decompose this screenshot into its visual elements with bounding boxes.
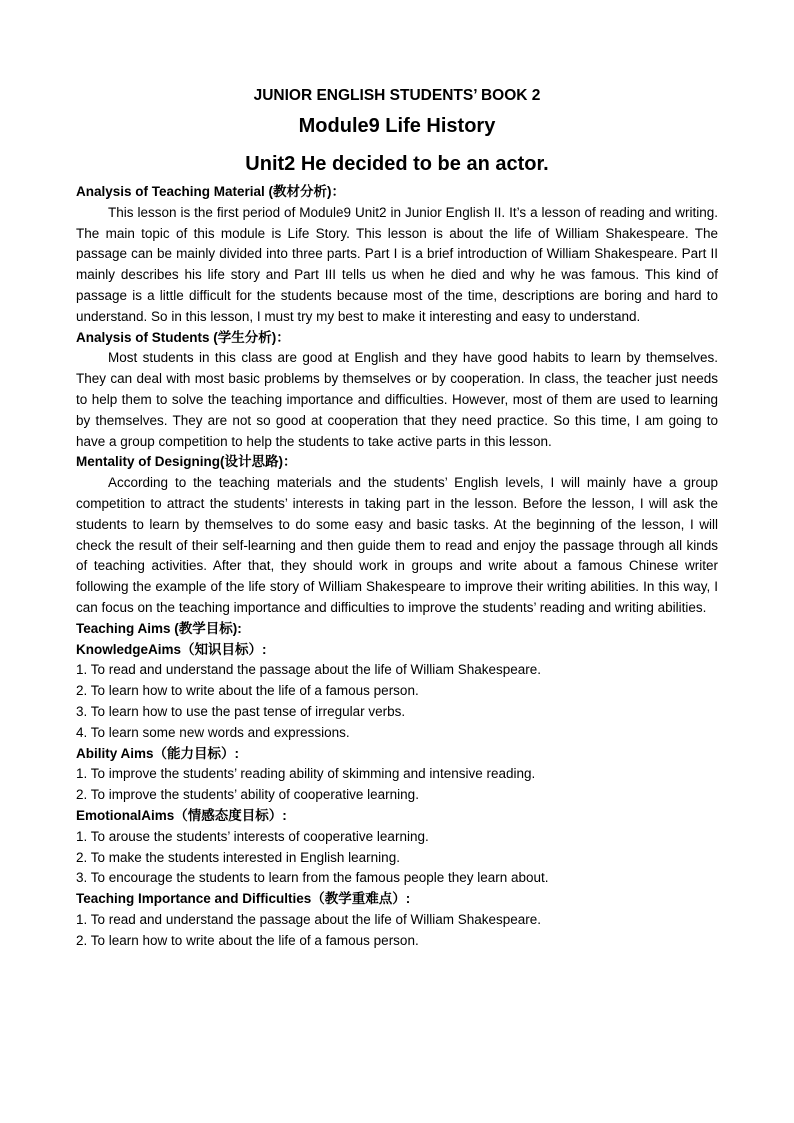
list-item: 2. To make the students interested in English learning. [76, 849, 400, 865]
list-item: 1. To arouse the students’ interests of cooperative learning. [76, 828, 429, 844]
section-heading-importance-difficulties: Teaching Importance and Difficulties（教学重难点）: [76, 891, 411, 907]
list-item: 2. To learn how to write about the life of a famous person. [76, 932, 419, 948]
section-heading-teaching-aims: Teaching Aims (教学目标): [76, 620, 242, 636]
list-item: 2. To improve the students’ ability of cooperative learning. [76, 787, 419, 803]
section-heading-students: Analysis of Students (学生分析)： [76, 329, 290, 345]
list-item: 1. To read and understand the passage about the life of William Shakespeare. [76, 911, 542, 927]
section-heading-teaching-material: Analysis of Teaching Material (教材分析)： [76, 184, 346, 199]
section-heading-mentality: Mentality of Designing(设计思路)： [76, 454, 297, 470]
subheading-ability-aims: Ability Aims（能力目标）: [76, 745, 240, 761]
list-item: 4. To learn some new words and expressions. [76, 724, 350, 740]
paragraph-teaching-material: This lesson is the first period of Module9 Unit2 in Junior English II. It’s a lesson of reading and writing. The main topic of this module is Life Story. This lesson is about the life of William Shakespeare. The passage can be mainly divided into three parts. Part I is a brief introduction of William Shakespeare. Part II mainly describes his life story and Part III tells us when he died and why he was famous. This kind of passage is a little difficult for the students because most of the time, descriptions are boring and hard to understand. So in this lesson, I must try my best to make it interesting and easy to understand. [76, 204, 718, 324]
module-title: Module9 Life History [298, 115, 496, 137]
list-item: 1. To improve the students’ reading ability of skimming and intensive reading. [76, 766, 536, 782]
document-page [76, 85, 718, 951]
paragraph-mentality: According to the teaching materials and the students’ English levels, I will mainly have a group competition to attract the students’ interests in taking part in the lesson. Before the lesson, I will ask the students to learn by themselves to do some easy and basic tasks. At the beginning of the lesson, I will check the result of their self-learning and then guide them to read and enjoy the passage through all kinds of teaching activities. After that, they should work in groups and write about a famous Chinese writer following the example of the life story of William Shakespeare to improve their writing abilities. In this way, I can focus on the teaching importance and difficulties to improve the students’ reading and writing abilities. [76, 475, 718, 615]
list-item: 2. To learn how to write about the life of a famous person. [76, 683, 419, 699]
book-title: JUNIOR ENGLISH STUDENTS’ BOOK 2 [253, 87, 541, 104]
list-item: 3. To encourage the students to learn from the famous people they learn about. [76, 870, 549, 886]
paragraph-students: Most students in this class are good at English and they have good habits to learn by themselves. They can deal with most basic problems by themselves or by cooperation. In class, the teacher just needs to help them to solve the teaching importance and difficulties. However, most of them are used to learning by themselves. They are not so good at cooperation that they need practice. So this time, I am going to have a group competition to help the students to take active parts in this lesson. [76, 350, 718, 449]
subheading-knowledge-aims: KnowledgeAims（知识目标）: [76, 641, 267, 657]
subheading-emotional-aims: EmotionalAims（情感态度目标）: [76, 807, 287, 823]
unit-title: Unit2 He decided to be an actor. [245, 153, 549, 175]
list-item: 3. To learn how to use the past tense of irregular verbs. [76, 703, 406, 719]
list-item: 1. To read and understand the passage about the life of William Shakespeare. [76, 662, 542, 678]
